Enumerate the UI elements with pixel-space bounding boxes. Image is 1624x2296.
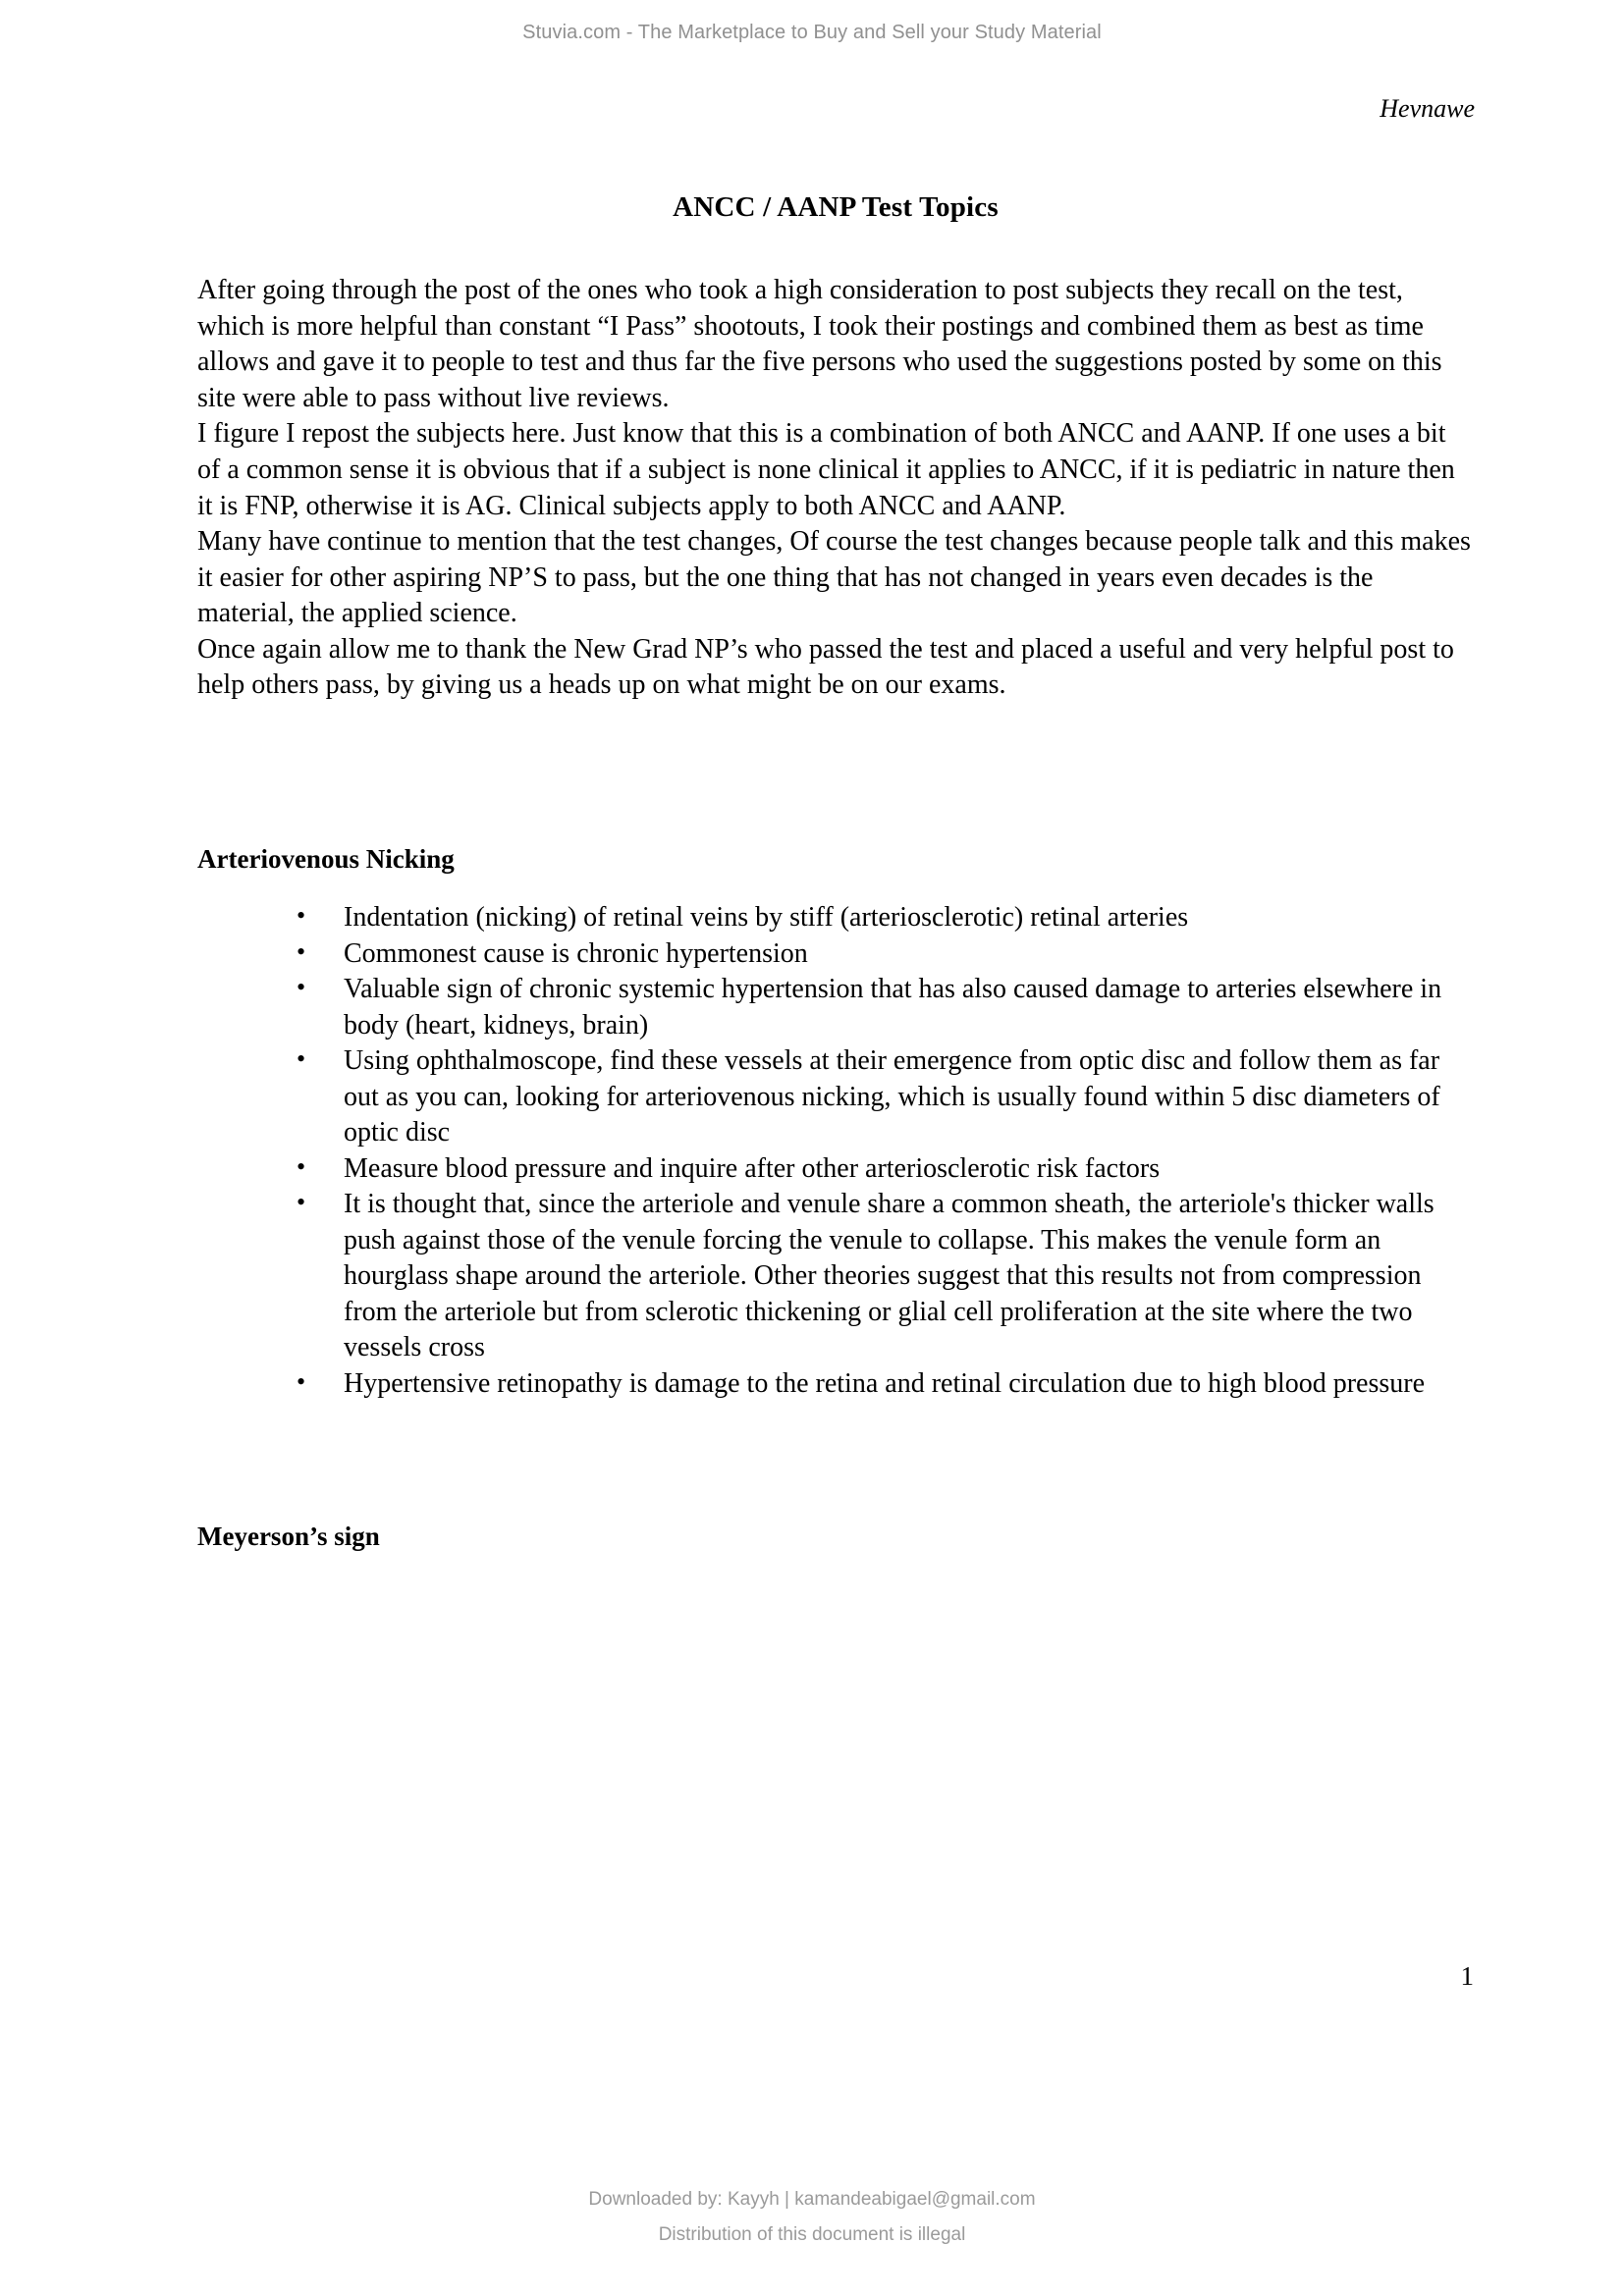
intro-block [197, 224, 1474, 703]
downloaded-by-text: Downloaded by: Kayyh | kamandeabigael@gmail.com [588, 2188, 1036, 2210]
list-item: • Measure blood pressure and inquire after other arteriosclerotic risk factors [197, 1151, 1474, 1188]
list-item: • It is thought that, since the arteriole and venule share a common sheath, the arteriole's thicker walls push against those of the venule forcing the venule to collapse. This makes the venule form an hourglass shape around the arteriole. Other theories suggest that this results not from compression from the arteriole but from sclerotic thickening or glial cell proliferation at the site where the two vessels cross [197, 1187, 1474, 1366]
intro-paragraph-1: After going through the post of the ones who took a high consideration to post subjects they recall on the test, which is more helpful than constant “I Pass” shootouts, I took their postings and combined them as best as time allows and gave it to people to test and thus far the five persons who used the suggestions posted by some on this site were able to pass without live reviews. [197, 275, 1442, 413]
section-spacer [197, 1403, 1474, 1521]
intro-paragraph-4: Once again allow me to thank the New Grad NP’s who passed the test and placed a useful and very helpful post to help others pass, by giving us a heads up on what might be on our exams. [197, 633, 1454, 701]
section-heading-arteriovenous-nicking: Arteriovenous Nicking [197, 843, 455, 874]
section-spacer [197, 704, 1474, 843]
intro-paragraph-3: Many have continue to mention that the test changes, Of course the test changes because people talk and this makes it easier for other aspiring NP’S to pass, but the one thing that has not changed in years even decades is the material, the applied science. [197, 526, 1471, 629]
stuvia-header-watermark: Stuvia.com - The Marketplace to Buy and Sell your Study Material [522, 22, 1102, 43]
list-item: • Hypertensive retinopathy is damage to the retina and retinal circulation due to high blood pressure [197, 1366, 1474, 1403]
running-head: Hevnawe [1380, 94, 1475, 123]
page-title: ANCC / AANP Test Topics [673, 191, 999, 223]
list-item: • Using ophthalmoscope, find these vessels at their emergence from optic disc and follow them as far out as you can, looking for arteriovenous nicking, which is usually found within 5 disc diameters of optic disc [197, 1043, 1474, 1151]
distribution-notice-text: Distribution of this document is illegal [658, 2223, 966, 2245]
intro-paragraph-2: I figure I repost the subjects here. Just know that this is a combination of both ANCC and AANP. If one uses a bit of a common sense it is obvious that if a subject is none clinical it applies to ANCC, if it is pediatric in nature then it is FNP, otherwise it is AG. Clinical subjects apply to both ANCC and AANP. [197, 418, 1455, 521]
document-body [197, 0, 1474, 1552]
page-number: 1 [1460, 1961, 1474, 1991]
list-item: • Valuable sign of chronic systemic hypertension that has also caused damage to arteries elsewhere in body (heart, kidneys, brain) [197, 972, 1474, 1043]
list-item: • Commonest cause is chronic hypertension [197, 936, 1474, 973]
section-heading-meyersons-sign: Meyerson’s sign [197, 1521, 380, 1551]
stuvia-footer-watermark [0, 2182, 1624, 2253]
list-item: • Indentation (nicking) of retinal veins by stiff (arteriosclerotic) retinal arteries [197, 900, 1474, 936]
bullet-list-arteriovenous-nicking [197, 875, 1474, 1402]
